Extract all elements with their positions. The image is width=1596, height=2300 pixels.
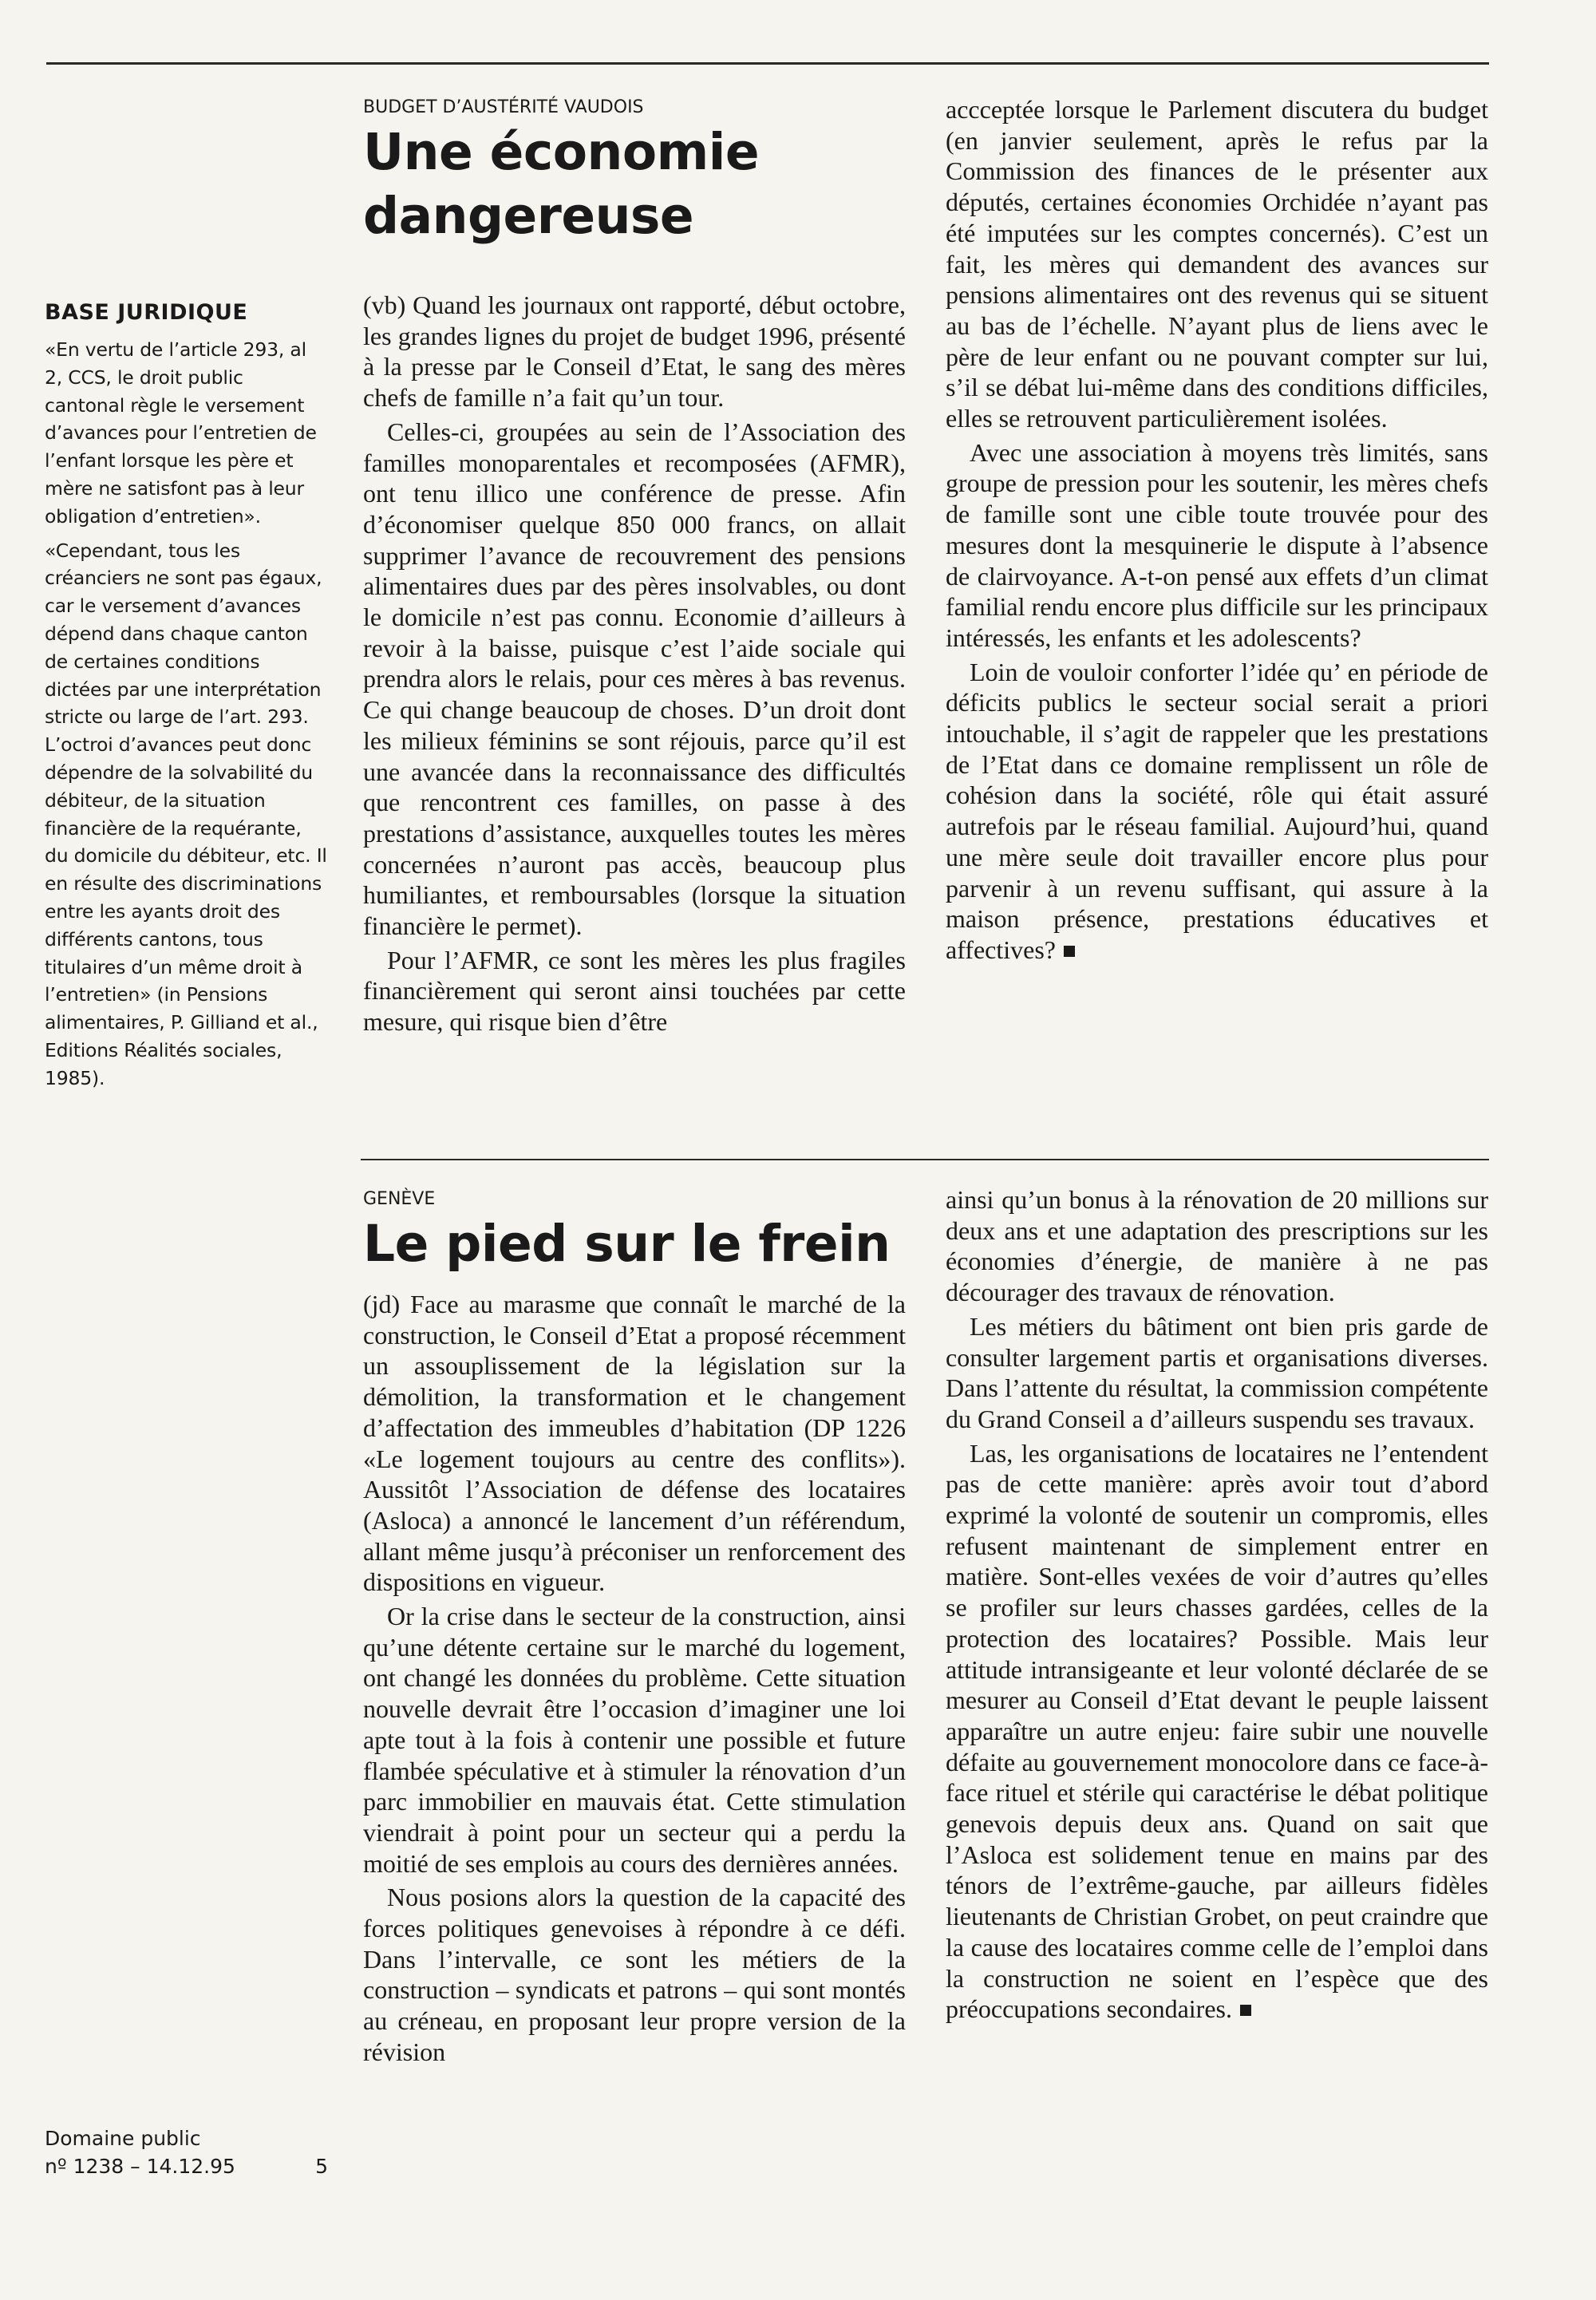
article2-headline: Le pied sur le frein: [363, 1215, 891, 1273]
sidebar-paragraph: «En vertu de l’article 293, al 2, CCS, le droit public cantonal règle le versement d’avances pour l’entretien de l’enfant lorsque les père et mère ne satisfont pas à leur obligation d’entretien».: [45, 338, 317, 528]
article2-paragraph: Or la crise dans le secteur de la construction, ainsi qu’une détente certaine sur le marché du logement, ont changé les données du problème. Cette situation nouvelle devrait être l’occasion d’imaginer une loi apte tout à la fois à contenir une possible et future flambée spéculative et à stimuler la rénovation d’un parc immobilier en mauvais état. Cette stimulation viendrait à point pour un secteur qui a perdu la moitié de ses emplois au cours des dernières années.: [363, 1602, 906, 1878]
article1-paragraph-text: Loin de vouloir conforter l’idée qu’ en période de déficits publics le secteur social serait a priori intouchable, il s’agit de rappeler que les prestations de l’Etat dans ce domaine remplissent un rôle de cohésion dans la société, rôle qui était assuré autrefois par le réseau familial. Aujourd’hui, quand une mère seule doit travailler encore plus pour parvenir à un revenu suffisant, qui assure à la maison présence, prestations éducatives et affectives?: [946, 657, 1488, 964]
article2-kicker: GENÈVE: [363, 1189, 436, 1209]
article1-paragraph: (vb) Quand les journaux ont rapporté, début octobre, les grandes lignes du projet de budget 1996, présenté à la presse par le Conseil d’Etat, le sang des mères chefs de famille n’a fait qu’un tour.: [363, 290, 906, 413]
article1-column-left: [363, 97, 906, 1041]
article1-paragraph: [946, 657, 1488, 966]
article2-paragraph: Les métiers du bâtiment ont bien pris garde de consulter largement partis et organisations diverses. Dans l’attente du résultat, la commission compétente du Grand Conseil a d’ailleurs suspendu ses travaux.: [946, 1311, 1488, 1433]
article2-column-right: [946, 1184, 1488, 2028]
article2-paragraph: (jd) Face au marasme que connaît le marché de la construction, le Conseil d’Etat a proposé récemment un assouplissement de la législation sur la démolition, la transformation et le changement d’affectation des immeubles d’habitation (DP 1226 «Le logement toujours au centre des conflits»). Aussitôt l’Association de défense des locataires (Asloca) a annoncé le lancement d’un référendum, allant même jusqu’à préconiser un renforcement des dispositions en vigueur.: [363, 1290, 906, 1597]
article2-paragraph: ainsi qu’un bonus à la rénovation de 20 millions sur deux ans et une adaptation des prescriptions sur les économies d’énergie, de manière à ne pas décourager des travaux de rénovation.: [946, 1185, 1488, 1307]
sidebar-heading: BASE JURIDIQUE: [45, 300, 248, 325]
top-rule: [46, 62, 1489, 65]
article1-paragraph: accceptée lorsque le Parlement discutera du budget (en janvier seulement, après le refus par la Commission des finances de le présenter aux députés, certaines économies Orchidée n’ayant pas été imputées sur les comptes concernés). C’est un fait, les mères qui demandent des avances sur pensions alimentaires ont des revenus qui se situent au bas de l’échelle. N’ayant plus de liens avec le père de leur enfant ou ne pouvant compter sur lui, s’il se débat lui-même dans des conditions difficiles, elles se retrouvent particulièrement isolées.: [946, 95, 1488, 433]
end-of-article-square-icon: [1240, 2005, 1251, 2016]
page-footer: [45, 2124, 328, 2180]
article2-column-left: [363, 1189, 906, 2071]
sidebar-paragraph: «Cependant, tous les créanciers ne sont pas égaux, car le versement d’avances dépend dans chaque canton de certaines conditions dictées par une interprétation stricte ou large de l’art. 293. L’octroi d’avances peut donc dépendre de la solvabilité du débiteur, de la situation financière de la requérante, du domicile du débiteur, etc. Il en résulte des discriminations entre les ayants droit des différents cantons, tous titulaires d’un même droit à l’entretien» (in Pensions alimentaires, P. Gilliand et al., Editions Réalités sociales, 1985).: [45, 539, 327, 1089]
middle-rule: [361, 1159, 1489, 1160]
publication-name: Domaine public: [45, 2127, 201, 2150]
article1-kicker: BUDGET D’AUSTÉRITÉ VAUDOIS: [363, 97, 644, 117]
article1-headline: Une économie dangereuse: [363, 123, 760, 245]
article1-paragraph: Pour l’AFMR, ce sont les mères les plus fragiles financièrement qui seront ainsi touchées par cette mesure, qui risque bien d’être: [363, 945, 906, 1037]
page-number: 5: [315, 2155, 328, 2178]
article1-column-right: [946, 94, 1488, 969]
sidebar-base-juridique: [45, 300, 328, 1099]
article2-paragraph-text: Las, les organisations de locataires ne l’entendent pas de cette manière: après avoir tout d’abord exprimé la volonté de soutenir un compromis, elles refusent maintenant de simplement entrer en matière. Sont-elles vexées de voir d’autres qu’elles se profiler sur leurs chasses gardées, celles de la protection des locataires? Possible. Mais leur attitude intransigeante et leur volonté déclarée de se mesurer au Conseil d’Etat devant le peuple laissent apparaître un autre enjeu: faire subir une nouvelle défaite au gouvernement monocolore dans ce face-à-face rituel et stérile qui caractérise le débat politique genevois depuis deux ans. Quand on sait que l’Asloca est solidement tenue en mains par des ténors de l’extrême-gauche, par ailleurs fidèles lieutenants de Christian Grobet, on peut craindre que la cause des locataires comme celle de l’emploi dans la construction ne soient en l’espèce que des préoccupations secondaires.: [946, 1438, 1488, 2024]
end-of-article-square-icon: [1064, 946, 1075, 957]
article1-paragraph: Avec une association à moyens très limités, sans groupe de pression pour les soutenir, les mères chefs de famille sont une cible toute trouvée pour des mesures dont la mesquinerie le dispute à l’absence de clairvoyance. A-t-on pensé aux effets d’un climat familial rendu encore plus difficile sur les principaux intéressés, les enfants et les adolescents?: [946, 437, 1488, 652]
article1-paragraph: Celles-ci, groupées au sein de l’Association des familles monoparentales et recomposées (AFMR), ont tenu illico une conférence de presse. Afin d’économiser quelque 850 000 francs, on allait supprimer l’avance de recouvrement des pensions alimentaires dues par des pères insolvables, ou dont le domicile n’est pas connu. Economie d’ailleurs à revoir à la baisse, puisque c’est l’aide sociale qui prendra alors le relais, pour ces mères à bas revenus. Ce qui change beaucoup de choses. D’un droit dont les milieux féminins se sont réjouis, parce qu’il est une avancée dans la reconnaissance des difficultés que rencontrent ces familles, on passe à des prestations d’assistance, auxquelles toutes les mères concernées n’auront pas accès, beaucoup plus humiliantes, et remboursables (lorsque la situation financière le permet).: [363, 417, 906, 941]
article2-paragraph: [946, 1438, 1488, 2025]
article2-paragraph: Nous posions alors la question de la capacité des forces politiques genevoises à répondre à ce défi. Dans l’intervalle, ce sont les métiers de la construction – syndicats et patrons – qui sont montés au créneau, en proposant leur propre version de la révision: [363, 1883, 906, 2066]
issue-date: nº 1238 – 14.12.95: [45, 2155, 235, 2178]
